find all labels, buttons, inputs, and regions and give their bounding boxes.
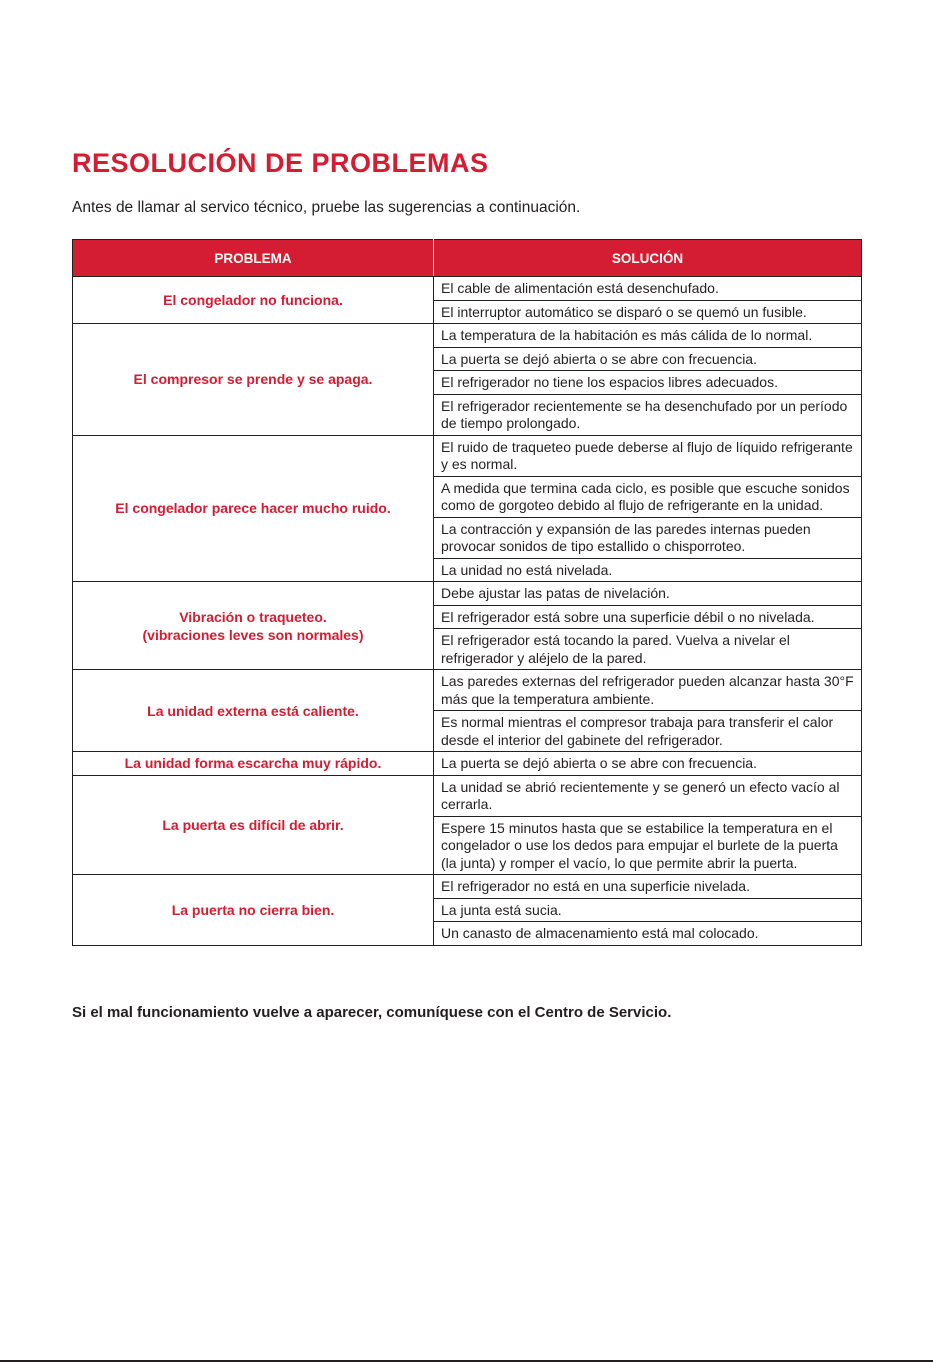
page-title: RESOLUCIÓN DE PROBLEMAS bbox=[72, 148, 489, 178]
intro-text: Antes de llamar al servico técnico, pruebe las sugerencias a continuación. bbox=[72, 199, 581, 216]
problem-cell bbox=[73, 324, 434, 436]
solution-cell: El refrigerador está tocando la pared. Vuelva a nivelar el refrigerador y aléjelo de la pared. bbox=[434, 629, 862, 670]
table-row bbox=[73, 582, 862, 606]
problem-text: La puerta es difícil de abrir. bbox=[162, 816, 344, 833]
solution-cell: La contracción y expansión de las paredes internas pueden provocar sonidos de tipo estallido o chisporroteo. bbox=[434, 517, 862, 558]
problem-text: La unidad externa está caliente. bbox=[147, 702, 359, 719]
solution-cell: El interruptor automático se disparó o se quemó un fusible. bbox=[434, 300, 862, 324]
solution-cell: La puerta se dejó abierta o se abre con frecuencia. bbox=[434, 752, 862, 776]
solution-cell: Un canasto de almacenamiento está mal colocado. bbox=[434, 922, 862, 946]
problem-text: (vibraciones leves son normales) bbox=[142, 626, 364, 643]
solution-cell: A medida que termina cada ciclo, es posible que escuche sonidos como de gorgoteo debido al flujo de refrigerante en la unidad. bbox=[434, 476, 862, 517]
solution-cell: El refrigerador recientemente se ha desenchufado por un período de tiempo prolongado. bbox=[434, 394, 862, 435]
table-body bbox=[73, 277, 862, 946]
problem-text: La puerta no cierra bien. bbox=[171, 901, 335, 918]
solution-cell: Es normal mientras el compresor trabaja para transferir el calor desde el interior del gabinete del refrigerador. bbox=[434, 711, 862, 752]
table-row bbox=[73, 277, 862, 301]
problem-text: Vibración o traqueteo. bbox=[179, 608, 327, 625]
header-solution: SOLUCIÓN bbox=[434, 240, 862, 277]
solution-cell: La temperatura de la habitación es más cálida de lo normal. bbox=[434, 324, 862, 348]
problem-text: El congelador parece hacer mucho ruido. bbox=[115, 500, 391, 517]
table-row bbox=[73, 670, 862, 711]
problem-cell bbox=[73, 435, 434, 582]
header-problem: PROBLEMA bbox=[73, 240, 434, 277]
problem-text: La unidad forma escarcha muy rápido. bbox=[124, 755, 382, 772]
problem-cell bbox=[73, 752, 434, 776]
table-row bbox=[73, 324, 862, 348]
solution-cell: El refrigerador no tiene los espacios libres adecuados. bbox=[434, 371, 862, 395]
solution-cell: El cable de alimentación está desenchufado. bbox=[434, 277, 862, 301]
table-row bbox=[73, 775, 862, 816]
footer-note: Si el mal funcionamiento vuelve a aparecer, comuníquese con el Centro de Servicio. bbox=[72, 1004, 672, 1021]
table-row bbox=[73, 875, 862, 899]
solution-cell: Debe ajustar las patas de nivelación. bbox=[434, 582, 862, 606]
problem-cell bbox=[73, 582, 434, 670]
solution-cell: La puerta se dejó abierta o se abre con frecuencia. bbox=[434, 347, 862, 371]
solution-cell: El refrigerador está sobre una superficie débil o no nivelada. bbox=[434, 605, 862, 629]
problem-cell bbox=[73, 277, 434, 324]
solution-cell: Las paredes externas del refrigerador pueden alcanzar hasta 30°F más que la temperatura ambiente. bbox=[434, 670, 862, 711]
problem-cell bbox=[73, 775, 434, 875]
table-header-row bbox=[73, 240, 862, 277]
solution-cell: El ruido de traqueteo puede deberse al flujo de líquido refrigerante y es normal. bbox=[434, 435, 862, 476]
solution-cell: La unidad se abrió recientemente y se generó un efecto vacío al cerrarla. bbox=[434, 775, 862, 816]
problem-text: El compresor se prende y se apaga. bbox=[133, 371, 373, 388]
solution-cell: La junta está sucia. bbox=[434, 898, 862, 922]
table-row bbox=[73, 435, 862, 476]
troubleshooting-table bbox=[72, 239, 862, 946]
table-row bbox=[73, 752, 862, 776]
problem-cell bbox=[73, 875, 434, 946]
problem-cell bbox=[73, 670, 434, 752]
solution-cell: La unidad no está nivelada. bbox=[434, 558, 862, 582]
problem-text: El congelador no funciona. bbox=[163, 292, 343, 308]
solution-cell: Espere 15 minutos hasta que se estabilice la temperatura en el congelador o use los dedos para empujar el burlete de la puerta (la junta) y romper el vacío, lo que permite abrir la puerta. bbox=[434, 816, 862, 875]
solution-cell: El refrigerador no está en una superficie nivelada. bbox=[434, 875, 862, 899]
